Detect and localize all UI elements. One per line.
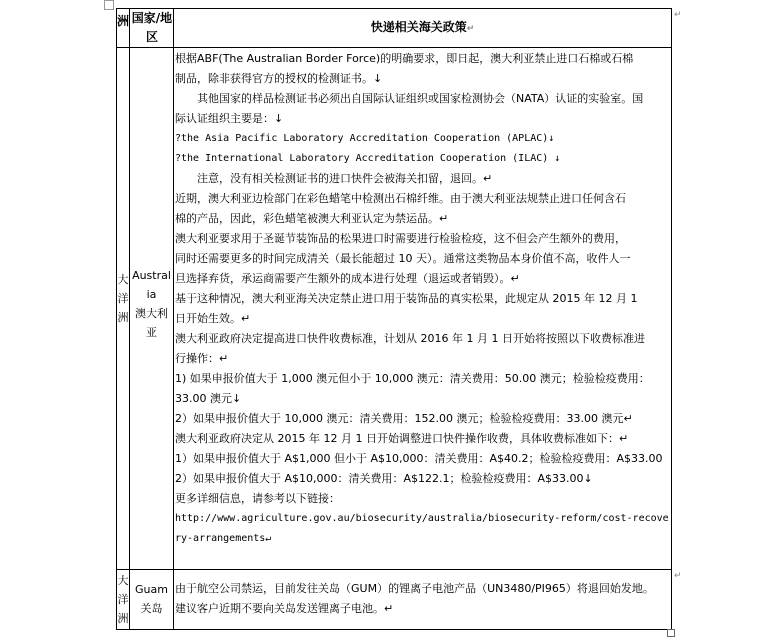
region-char: 大 [117, 273, 129, 286]
table-border-top [116, 8, 672, 9]
policy-line: 建议客户近期不要向关岛发送锂离子电池。↵ [175, 602, 394, 615]
table-border-right [671, 8, 672, 630]
header-policy-label: 快递相关海关政策 [370, 20, 467, 34]
policy-cell-australia [175, 49, 671, 569]
country-text: Austral [132, 269, 171, 282]
policy-line: 2）如果申报价值大于 A$10,000：清关费用：A$122.1；检验检疫费用：A$33.00↓ [175, 472, 593, 485]
region-cell-oceania [117, 270, 129, 350]
policy-line: 根据ABF(The Australian Border Force)的明确要求，即日起，澳大利亚禁止进口石棉或石棉 [175, 52, 634, 65]
policy-line: 制品，除非获得官方的授权的检测证书。↓ [175, 72, 383, 85]
header-country-label: 国家/地区 [131, 11, 173, 44]
policy-line: 1) 如果申报价值大于 1,000 澳元但小于 10,000 澳元：清关费用：50.00 澳元；检验检疫费用： [175, 372, 650, 385]
policy-line: 其他国家的样品检测证书必须出自国际认证组织或国家检测协会（NATA）认证的实验室。国 [175, 92, 644, 105]
policy-line: 行操作：↵ [175, 352, 229, 365]
policy-line: 由于航空公司禁运，目前发往关岛（GUM）的锂离子电池产品（UN3480/PI965）将退回始发地。 [175, 582, 654, 595]
policy-link[interactable]: http://www.agriculture.gov.au/biosecurity/australia/biosecurity-reform/cost-recove [175, 513, 669, 524]
region-char: 洋 [117, 292, 129, 305]
region-char: 洲 [117, 311, 129, 324]
table-move-handle-icon[interactable] [104, 0, 114, 10]
policy-line: 33.00 澳元↓ [175, 392, 242, 405]
policy-line: 同时还需要更多的时间完成清关（最长能超过 10 天）。通常这类物品本身价值不高，收件人一 [175, 252, 631, 265]
region-char: 洋 [117, 593, 129, 606]
header-region-label: 洲 [117, 14, 129, 28]
country-text: 亚 [146, 326, 157, 339]
country-cell-guam [130, 580, 173, 624]
country-text: Guam [135, 583, 168, 596]
policy-line: 近期，澳大利亚边检部门在彩色蜡笔中检测出石棉纤维。由于澳大利亚法规禁止进口任何含石 [175, 192, 626, 205]
region-cell-oceania-2 [117, 571, 129, 629]
paragraph-mark-icon: ↵ [466, 24, 475, 34]
policy-line: 棉的产品，因此，彩色蜡笔被澳大利亚认定为禁运品。↵ [175, 212, 449, 225]
header-country [131, 9, 173, 47]
header-policy [174, 18, 671, 44]
policy-line: 注意，没有相关检测证书的进口快件会被海关扣留，退回。↵ [175, 172, 493, 185]
country-text: ia [146, 288, 157, 301]
policy-line: 2）如果申报价值大于 10,000 澳元：清关费用：152.00 澳元；检验检疫费用：33.00 澳元↵ [175, 412, 633, 425]
table-border-row1 [116, 569, 672, 570]
policy-line: 基于这种情况，澳大利亚海关决定禁止进口用于装饰品的真实松果，此规定从 2015 年 12 月 1 [175, 292, 638, 305]
policy-line: 更多详细信息，请参考以下链接： [175, 492, 340, 505]
policy-line: 澳大利亚要求用于圣诞节装饰品的松果进口时需要进行检验检疫，这不但会产生额外的费用， [175, 232, 626, 245]
policy-cell-guam [175, 579, 671, 627]
header-region [117, 12, 129, 46]
policy-link[interactable]: ry-arrangements↵ [175, 533, 272, 544]
country-text: 关岛 [140, 602, 163, 615]
policy-line: ?the International Laboratory Accreditation Cooperation (ILAC) ↓ [175, 153, 561, 164]
end-of-row-mark-icon: ↵ [674, 571, 682, 581]
policy-line: 澳大利亚政府决定提高进口快件收费标准，计划从 2016 年 1 月 1 日开始将按照以下收费标准进 [175, 332, 645, 345]
table-resize-handle-icon[interactable] [667, 629, 675, 637]
policy-line: 际认证组织主要是：↓ [175, 112, 284, 125]
country-text: 澳大利 [135, 307, 168, 320]
table-border-bottom [116, 629, 672, 630]
end-of-row-mark-icon: ↵ [674, 10, 682, 20]
region-char: 大 [117, 574, 129, 587]
policy-line: 澳大利亚政府决定从 2015 年 12 月 1 日开始调整进口快件操作收费，具体收费标准如下：↵ [175, 432, 629, 445]
policy-line: 日开始生效。↵ [175, 312, 251, 325]
region-char: 洲 [117, 612, 129, 625]
policy-line: 旦选择弃货，承运商需要产生额外的成本进行处理（退运或者销毁）。↵ [175, 272, 520, 285]
table-border-header [116, 47, 672, 48]
policy-line: 1）如果申报价值大于 A$1,000 但小于 A$10,000：清关费用：A$40.2；检验检疫费用：A$33.00 [175, 452, 663, 465]
country-cell-australia [130, 266, 173, 348]
policy-line: ?the Asia Pacific Laboratory Accreditation Cooperation (APLAC)↓ [175, 133, 555, 144]
table-border-col2 [173, 8, 174, 630]
